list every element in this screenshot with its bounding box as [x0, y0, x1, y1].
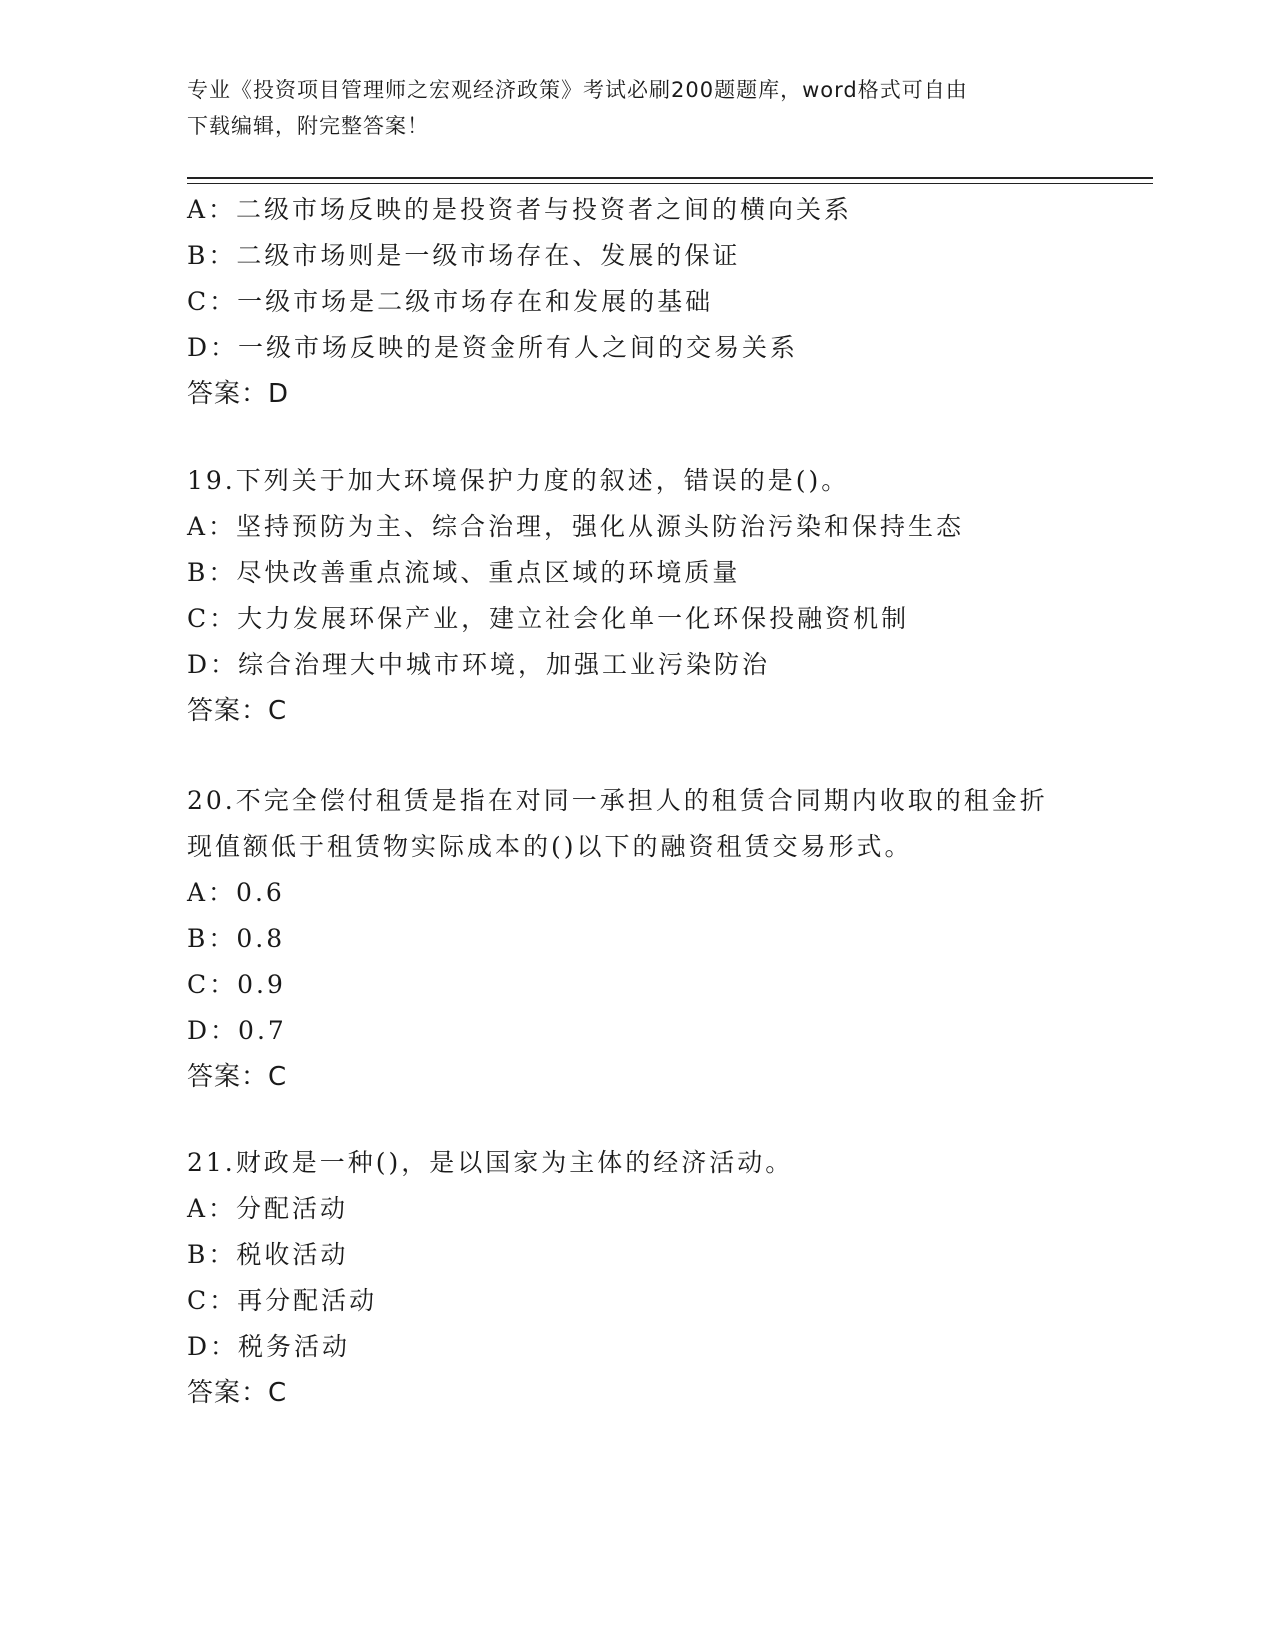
- option-a: A：坚持预防为主、综合治理，强化从源头防治污染和保持生态: [187, 512, 965, 541]
- header-line-1: 专业《投资项目管理师之宏观经济政策》考试必刷200题题库，word格式可自由: [187, 78, 968, 102]
- header-rule-thin: [187, 183, 1153, 184]
- option-c: C：一级市场是二级市场存在和发展的基础: [187, 287, 714, 316]
- option-c: C：0.9: [187, 970, 286, 999]
- option-d: D：税务活动: [187, 1332, 351, 1361]
- option-c: C：大力发展环保产业，建立社会化单一化环保投融资机制: [187, 604, 910, 633]
- question-21: [187, 1140, 1087, 1416]
- option-a: A：0.6: [187, 878, 285, 907]
- header-rule-thick: [187, 177, 1153, 179]
- answer: 答案：C: [187, 1378, 288, 1408]
- answer: 答案：C: [187, 696, 288, 726]
- option-a: A：分配活动: [187, 1194, 349, 1223]
- option-b: B：0.8: [187, 924, 286, 953]
- document-header: [187, 72, 1087, 144]
- question-19: [187, 458, 1087, 734]
- header-line-2: 下载编辑，附完整答案！: [187, 114, 429, 138]
- option-d: D：一级市场反映的是资金所有人之间的交易关系: [187, 333, 799, 362]
- option-d: D：0.7: [187, 1016, 287, 1045]
- question-stem: 19.下列关于加大环境保护力度的叙述，错误的是()。: [187, 466, 850, 495]
- question-stem: 21.财政是一种()，是以国家为主体的经济活动。: [187, 1148, 794, 1177]
- answer: 答案：C: [187, 1062, 288, 1092]
- option-c: C：再分配活动: [187, 1286, 378, 1315]
- option-a: A：二级市场反映的是投资者与投资者之间的横向关系: [187, 195, 853, 224]
- question-20: [187, 778, 1087, 1100]
- option-b: B：税收活动: [187, 1240, 349, 1269]
- answer: 答案：D: [187, 379, 290, 409]
- question-18: [187, 187, 1087, 417]
- option-d: D：综合治理大中城市环境，加强工业污染防治: [187, 650, 771, 679]
- option-b: B：尽快改善重点流域、重点区域的环境质量: [187, 558, 741, 587]
- option-b: B：二级市场则是一级市场存在、发展的保证: [187, 241, 741, 270]
- question-stem-line-1: 20.不完全偿付租赁是指在对同一承担人的租赁合同期内收取的租金折: [187, 786, 1048, 815]
- question-stem-line-2: 现值额低于租赁物实际成本的()以下的融资租赁交易形式。: [187, 832, 913, 861]
